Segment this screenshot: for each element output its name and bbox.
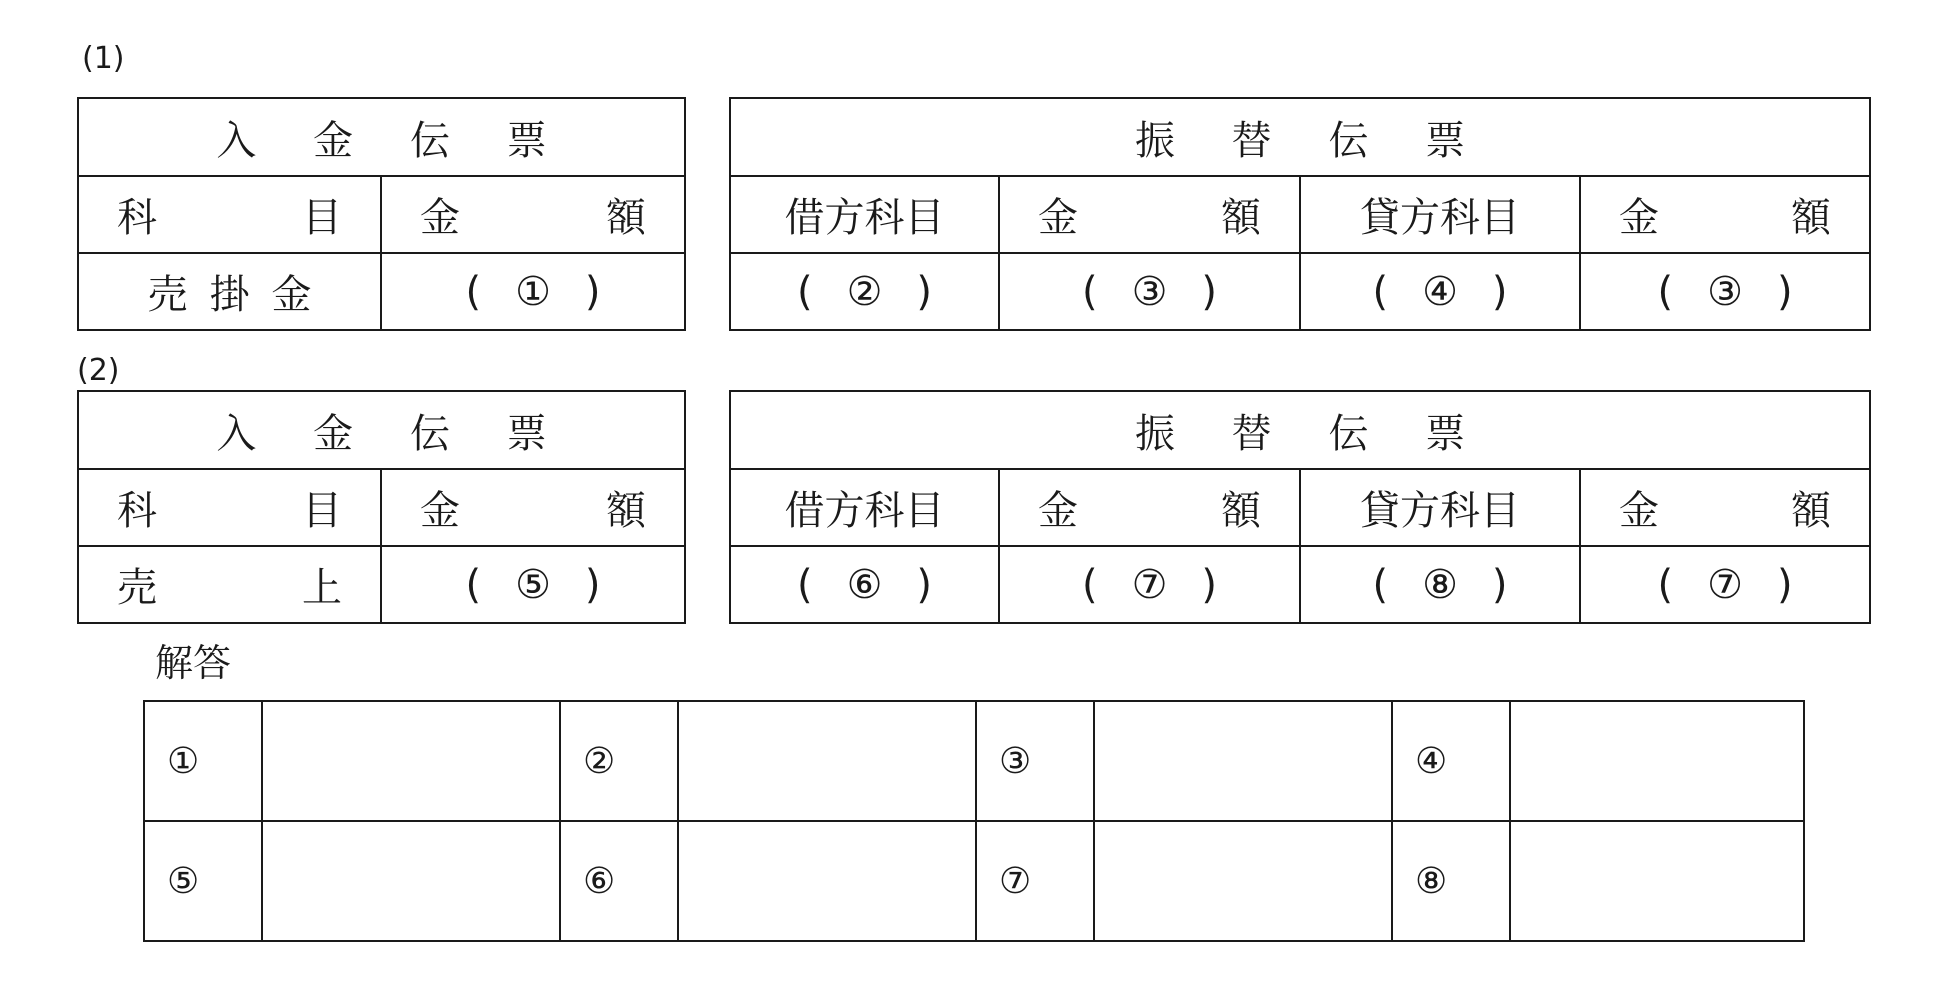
answer-marker-7: ⑦ [976,821,1094,941]
blank-marker: ⑧ [1422,561,1458,608]
header-amount: 金 額 [999,469,1300,546]
blank-marker: ⑦ [1707,561,1743,608]
answer-field-6[interactable] [678,821,976,941]
transfer-slip-title: 振 替 伝 票 [730,98,1870,176]
transfer-slip-1 [729,97,1871,331]
header-subject: 科 目 [78,176,381,253]
blank-marker: ④ [1422,268,1458,315]
amount-cell: ( ① ) [381,253,685,330]
header-debit-subject: 借方科目 [730,469,999,546]
header-amount: 金 額 [1580,469,1870,546]
section-1-label: (1) [82,41,125,76]
debit-amount-cell: ( ⑦ ) [999,546,1300,623]
amount-cell: ( ⑤ ) [381,546,685,623]
answer-marker-4: ④ [1392,701,1510,821]
header-subject: 科 目 [78,469,381,546]
receipt-slip-2 [77,390,686,624]
receipt-slip-title: 入 金 伝 票 [78,98,685,176]
answer-label: 解答 [155,641,232,685]
header-debit-subject: 借方科目 [730,176,999,253]
answer-marker-5: ⑤ [144,821,262,941]
answer-field-5[interactable] [262,821,560,941]
blank-marker: ① [515,268,551,315]
answer-field-8[interactable] [1510,821,1804,941]
subject-cell: 売 上 [78,546,381,623]
answer-field-4[interactable] [1510,701,1804,821]
receipt-slip-1 [77,97,686,331]
credit-amount-cell: ( ⑦ ) [1580,546,1870,623]
debit-amount-cell: ( ③ ) [999,253,1300,330]
transfer-slip-2 [729,390,1871,624]
blank-marker: ⑤ [515,561,551,608]
blank-marker: ③ [1707,268,1743,315]
answer-grid [143,700,1805,942]
answer-field-7[interactable] [1094,821,1392,941]
answer-marker-6: ⑥ [560,821,678,941]
credit-amount-cell: ( ③ ) [1580,253,1870,330]
header-amount: 金 額 [999,176,1300,253]
transfer-slip-title: 振 替 伝 票 [730,391,1870,469]
answer-marker-1: ① [144,701,262,821]
answer-marker-8: ⑧ [1392,821,1510,941]
answer-field-2[interactable] [678,701,976,821]
credit-subject-cell: ( ④ ) [1300,253,1580,330]
header-amount: 金 額 [381,469,685,546]
answer-marker-3: ③ [976,701,1094,821]
subject-cell: 売掛金 [78,253,381,330]
header-credit-subject: 貸方科目 [1300,469,1580,546]
header-amount: 金 額 [1580,176,1870,253]
receipt-slip-title: 入 金 伝 票 [78,391,685,469]
answer-field-3[interactable] [1094,701,1392,821]
blank-marker: ⑦ [1131,561,1168,608]
blank-marker: ③ [1131,268,1168,315]
header-amount: 金 額 [381,176,685,253]
section-2-label: (2) [77,353,120,388]
blank-marker: ② [846,268,883,315]
header-credit-subject: 貸方科目 [1300,176,1580,253]
answer-marker-2: ② [560,701,678,821]
blank-marker: ⑥ [846,561,883,608]
debit-subject-cell: ( ⑥ ) [730,546,999,623]
debit-subject-cell: ( ② ) [730,253,999,330]
answer-field-1[interactable] [262,701,560,821]
credit-subject-cell: ( ⑧ ) [1300,546,1580,623]
